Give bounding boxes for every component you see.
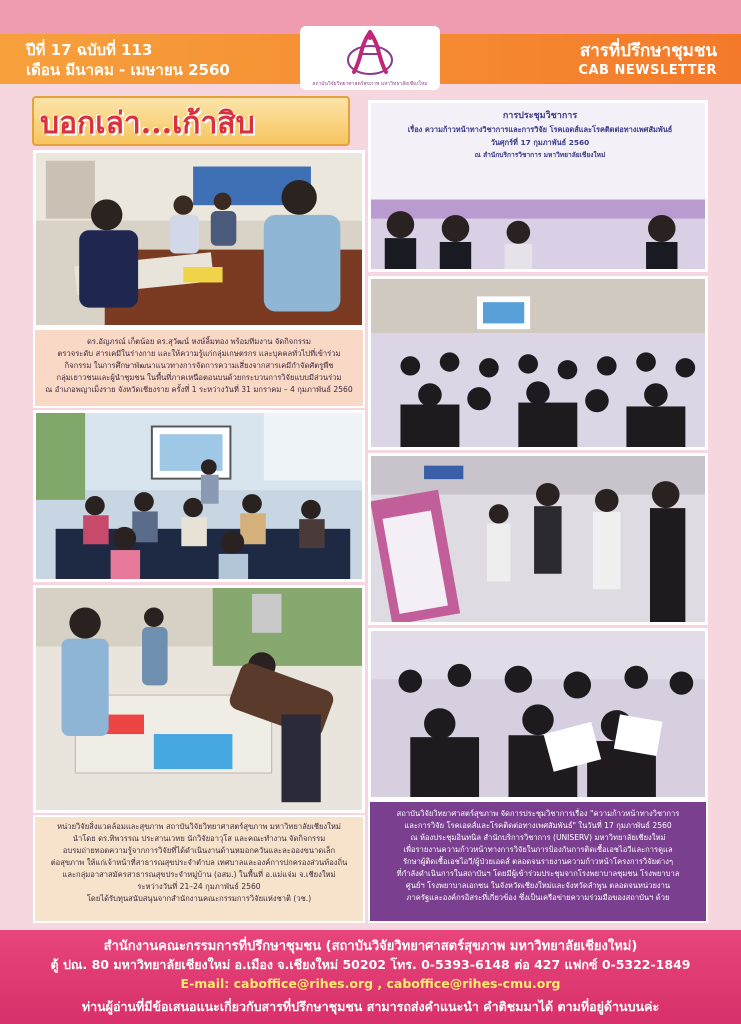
caption-line: สถาบันวิจัยวิทยาศาสตร์สุขภาพ จัดการประชุมวิชาการเรื่อง "ความก้าวหน้าทางวิชาการ (396, 809, 680, 818)
section-title: บอกเล่า...เก้าสิบ (40, 106, 255, 141)
caption-line: กลุ่มเยาวชนและผู้นำชุมชน ในพื้นที่ภาคเหนือตอนบนด้วยกระบวนการวิจัยแบบมีส่วนร่วม (56, 373, 342, 382)
photo-poster-session (368, 453, 708, 625)
caption-line: หน่วยวิจัยสิ่งแวดล้อมและสุขภาพ สถาบันวิจัยวิทยาศาสตร์สุขภาพ มหาวิทยาลัยเชียงใหม่ (57, 822, 341, 831)
caption-line: นำโดย ดร.ทิพวรรณ ประสานเวทย นักวิจัยอาวุโส และคณะทำงาน จัดกิจกรรม (72, 834, 326, 843)
caption-line: ดร.อัญภรณ์ เก็ตน้อย ดร.สุวัฒน์ หงษ์ลิ้มทอง พร้อมทีมงาน จัดกิจกรรม (86, 337, 312, 346)
issue-number: ปีที่ 17 ฉบับที่ 113 (26, 41, 153, 59)
slide-line: วันศุกร์ที่ 17 กุมภาพันธ์ 2560 (490, 138, 590, 147)
slide-line: การประชุมวิชาการ (502, 111, 578, 121)
caption-line: เพื่อรายงานความก้าวหน้าทางการวิจัยในการป้องกันการติดเชื้อเอชไอวีและการดูแล (403, 845, 673, 854)
footer-address: ตู้ ปณ. 80 มหาวิทยาลัยเชียงใหม่ อ.เมือง จ.เชียงใหม่ 50202 โทร. 0-5393-6148 ต่อ 427 แฟกซ์ 0-5322-1849 (50, 957, 691, 972)
slide-line: ณ สำนักบริการวิชาการ มหาวิทยาลัยเชียงใหม่ (474, 151, 606, 159)
caption-line: กิจกรรม ในการศึกษาพัฒนาแนวทางการจัดการความเสี่ยงจากสารเคมีกำจัดศัตรูพืช (64, 361, 334, 370)
caption-line: ณ ห้องประชุมอินทนิล สำนักบริการวิชาการ (UNISERV) มหาวิทยาลัยเชียงใหม่ (410, 833, 666, 842)
newsletter-name-english: CAB NEWSLETTER (578, 63, 717, 78)
caption-line: ศูนย์ฯ โรงพยาบาลเอกชน ในจังหวัดเชียงใหม่และจังหวัดลำพูน ตลอดจนหน่วยงาน (405, 881, 671, 890)
caption-first (33, 328, 365, 408)
footer-organization: สำนักงานคณะกรรมการที่ปรึกษาชุมชน (สถาบันวิจัยวิทยาศาสตร์สุขภาพ มหาวิทยาลัยเชียงใหม่) (103, 939, 638, 954)
photo-audience-closeup (368, 628, 708, 800)
slide-text (380, 110, 700, 162)
photo-auditorium-audience (368, 276, 708, 450)
cab-ribbon-logo-icon (340, 28, 400, 80)
caption-second (368, 800, 708, 923)
caption-line: และกลุ่มอาสาสมัครสาธารณสุขประจำหมู่บ้าน (อสม.) ในพื้นที่ อ.แม่แจ่ม จ.เชียงใหม่ (62, 870, 336, 879)
footer-invitation: ท่านผู้อ่านที่มีข้อเสนอแนะเกี่ยวกับสารที่ปรึกษาชุมชน สามารถส่งคำแนะนำ คำติชมมาได้ ตามที่อยู่ด้านบนค่ะ (81, 999, 660, 1014)
caption-line: และการวิจัย โรคเอดส์และโรคติดต่อทางเพศสัมพันธ์" ในวันที่ 17 กุมภาพันธ์ 2560 (404, 821, 672, 830)
caption-line: ระหว่างวันที่ 21–24 กุมภาพันธ์ 2560 (137, 882, 261, 891)
issue-month: เดือน มีนาคม - เมษายน 2560 (26, 61, 230, 79)
caption-line: ตรวจระดับ สารเคมีในร่างกาย และให้ความรู้แก่กลุ่มเกษตรกร และบุคคลทั่วไปที่เข้าร่วม (57, 349, 341, 358)
footer-email-link[interactable]: E-mail: caboffice@rihes.org , caboffice@rihes-cmu.org (180, 976, 561, 991)
caption-line: ณ อำเภอพญาเม็งราย จังหวัดเชียงราย ครั้งที่ 1 ระหว่างวันที่ 31 มกราคม – 4 กุมภาพันธ์ 2560 (45, 385, 353, 394)
photo-classroom-training (33, 410, 365, 582)
caption-line: ต่อสุขภาพ ให้แก่เจ้าหน้าที่สาธารณสุขประจำตำบล เทศบาลและองค์การปกครองส่วนท้องถิ่น (50, 858, 348, 867)
issue-info (26, 40, 230, 80)
newsletter-name-thai: สารที่ปรึกษาชุมชน (579, 41, 717, 61)
caption-line: รักษาผู้ติดเชื้อเอชไอวี/ผู้ป่วยเอดส์ ตลอดจนรายงานความก้าวหน้าโครงการวิจัยต่างๆ (402, 857, 674, 866)
caption-line: ภาครัฐและองค์กรอิสระที่เกี่ยวข้อง ซึ่งเป็นเครือข่ายความร่วมมือของสถาบันฯ ด้วย (406, 893, 670, 902)
logo-caption: สถาบันวิจัยวิทยาศาสตร์สุขภาพ มหาวิทยาลัยเชียงใหม่ (312, 81, 428, 87)
caption-line: โดยได้รับทุนสนับสนุนจากสำนักงานคณะกรรมการวิจัยแห่งชาติ (วช.) (86, 894, 312, 903)
photo-meeting-table (33, 150, 365, 328)
caption-line: อบรมถ่ายทอดความรู้จากการวิจัยที่ได้ดำเนินงานด้านหมอกควันและละอองขนาดเล็ก (62, 846, 336, 855)
newsletter-name (578, 40, 717, 80)
slide-line: เรื่อง ความก้าวหน้าทางวิชาการและการวิจัย โรคเอดส์และโรคติดต่อทางเพศสัมพันธ์ (407, 125, 673, 134)
caption-line: ที่กำลังดำเนินการในสถาบันฯ โดยมีผู้เข้าร่วมประชุมจากโรงพยาบาลชุมชน โรงพยาบาล (396, 869, 680, 878)
photo-lab-demonstration (33, 585, 365, 813)
caption-third (33, 815, 365, 923)
